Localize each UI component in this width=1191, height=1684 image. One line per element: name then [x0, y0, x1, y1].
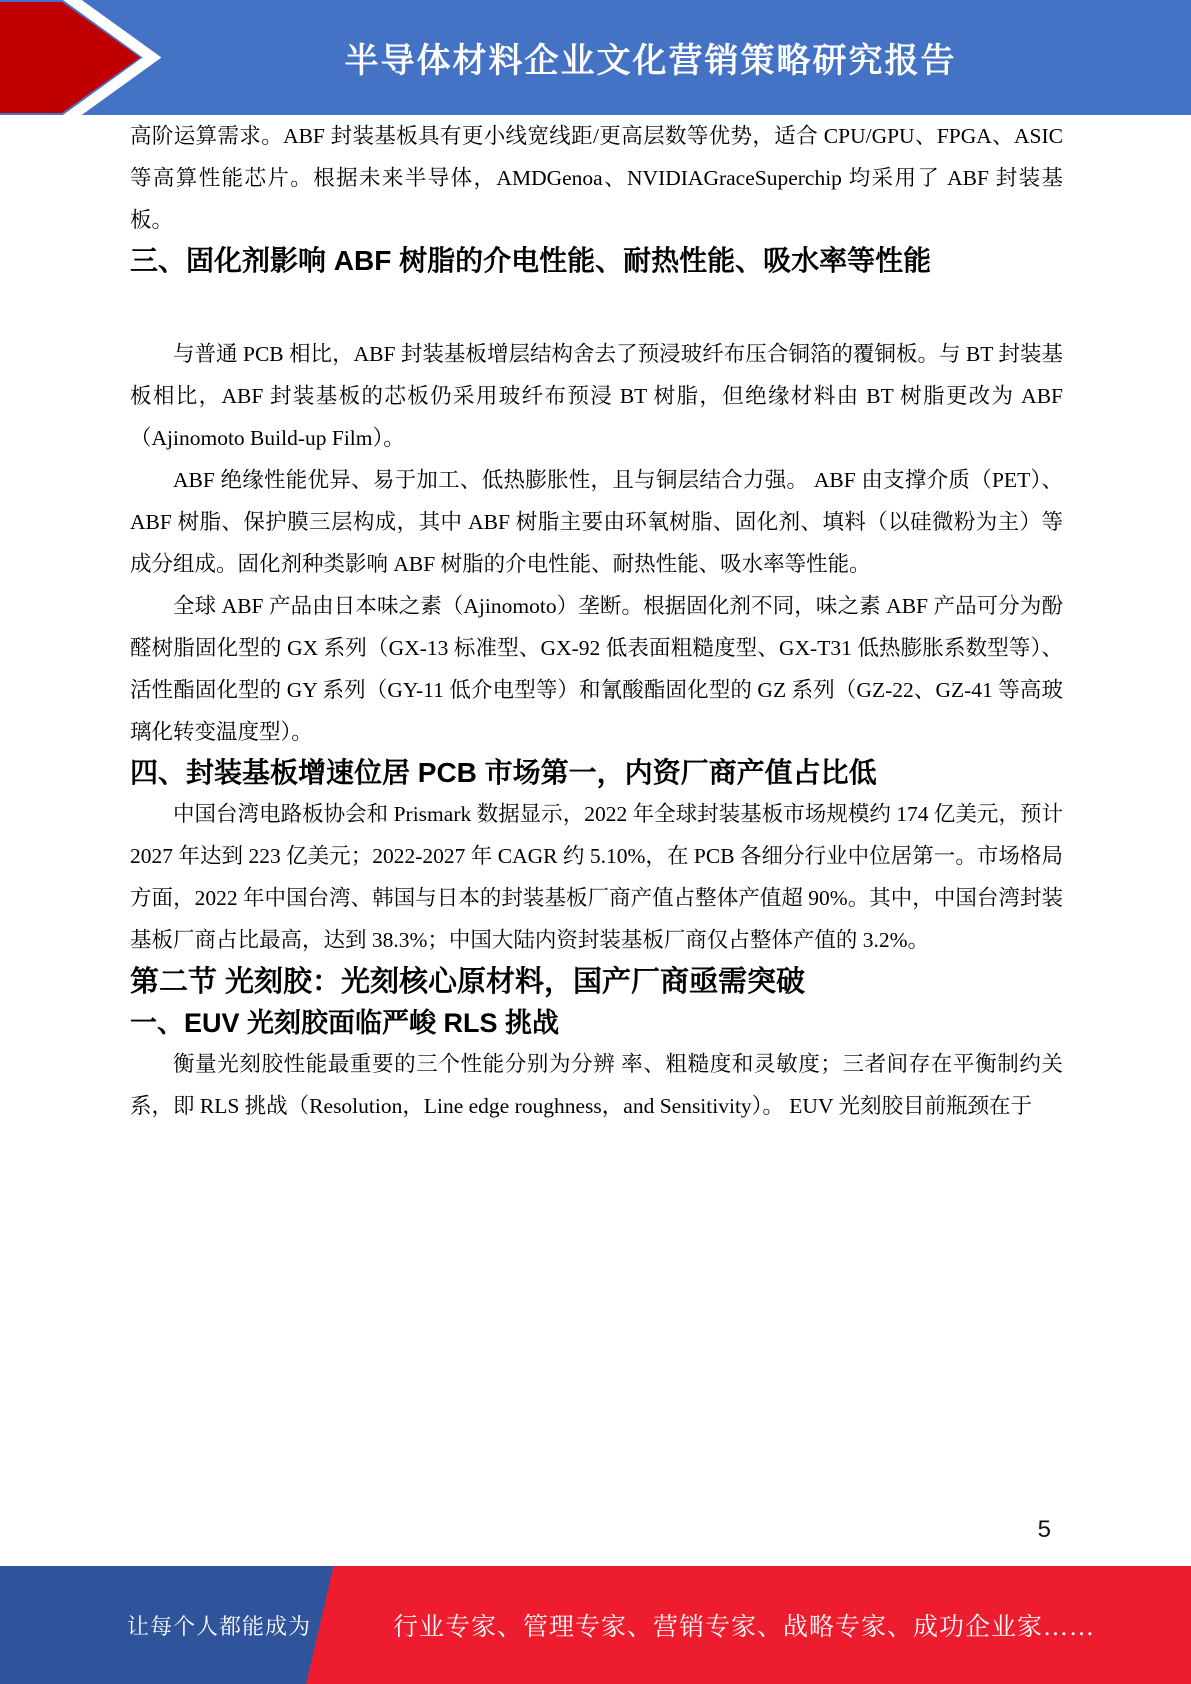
- paragraph-abf-vs-pcb: 与普通 PCB 相比，ABF 封装基板增层结构舍去了预浸玻纤布压合铜箔的覆铜板。与 BT 封装基板相比，ABF 封装基板的芯板仍采用玻纤布预浸 BT 树脂，但绝缘材料由 BT 树脂更改为 ABF（Ajinomoto Build-up Film）。: [130, 342, 1063, 450]
- paragraph-market-size: 中国台湾电路板协会和 Prismark 数据显示，2022 年全球封装基板市场规模约 174 亿美元，预计 2027 年达到 223 亿美元；2022-2027 年 CAGR 约 5.10%，在 PCB 各细分行业中位居第一。市场格局方面，2022 年中国台湾、韩国与日本的封装基板厂商产值占整体产值超 90%。其中，中国台湾封装基板厂商占比最高，达到 38.3%；中国大陆内资封装基板厂商仅占整体产值的 3.2%。: [130, 802, 1063, 952]
- paragraph-rls-challenge: 衡量光刻胶性能最重要的三个性能分别为分辨 率、粗糙度和灵敏度；三者间存在平衡制约关系，即 RLS 挑战（Resolution，Line edge roughness，and Sensitivity）。 EUV 光刻胶目前瓶颈在于: [130, 1052, 1063, 1118]
- paragraph-abf-overflow: 高阶运算需求。ABF 封装基板具有更小线宽线距/更高层数等优势，适合 CPU/GPU、FPGA、ASIC 等高算性能芯片。根据未来半导体，AMDGenoa、NVIDIAGraceSuperchip 均采用了 ABF 封装基板。: [130, 124, 1063, 232]
- paragraph-abf-structure: ABF 绝缘性能优异、易于加工、低热膨胀性，且与铜层结合力强。 ABF 由支撑介质（PET）、ABF 树脂、保护膜三层构成，其中 ABF 树脂主要由环氧树脂、固化剂、填料（以硅微粉为主）等成分组成。固化剂种类影响 ABF 树脂的介电性能、耐热性能、吸水率等性能。: [130, 468, 1063, 576]
- footer-slogan-right: 行业专家、管理专家、营销专家、战略专家、成功企业家……: [393, 1614, 1096, 1641]
- footer-slogan-left: 让每个人都能成为: [127, 1613, 312, 1639]
- page-number: 5: [1037, 1516, 1051, 1543]
- heading-chapter-two: 第二节 光刻胶：光刻核心原材料，国产厂商亟需突破: [130, 966, 806, 998]
- paragraph-ajinomoto-series: 全球 ABF 产品由日本味之素（Ajinomoto）垄断。根据固化剂不同，味之素 ABF 产品可分为酚醛树脂固化型的 GX 系列（GX-13 标准型、GX-92 低表面粗糙度型、GX-T31 低热膨胀系数型等）、活性酯固化型的 GY 系列（GY-11 低介电型等）和氰酸酯固化型的 GZ 系列（GZ-22、GZ-41 等高玻璃化转变温度型）。: [130, 594, 1063, 744]
- heading-section-four: 四、封装基板增速位居 PCB 市场第一，内资厂商产值占比低: [130, 757, 877, 788]
- footer-band: [0, 1566, 1191, 1684]
- paragraph-group-abf: [130, 333, 1063, 585]
- heading-euv-rls: 一、EUV 光刻胶面临严峻 RLS 挑战: [130, 1008, 560, 1038]
- header-banner: [0, 0, 1191, 115]
- report-title: 半导体材料企业文化营销策略研究报告: [344, 42, 957, 80]
- red-chevron-icon: [0, 0, 230, 115]
- heading-section-three: 三、固化剂影响 ABF 树脂的介电性能、耐热性能、吸水率等性能: [130, 245, 932, 276]
- document-body: [130, 115, 1063, 1127]
